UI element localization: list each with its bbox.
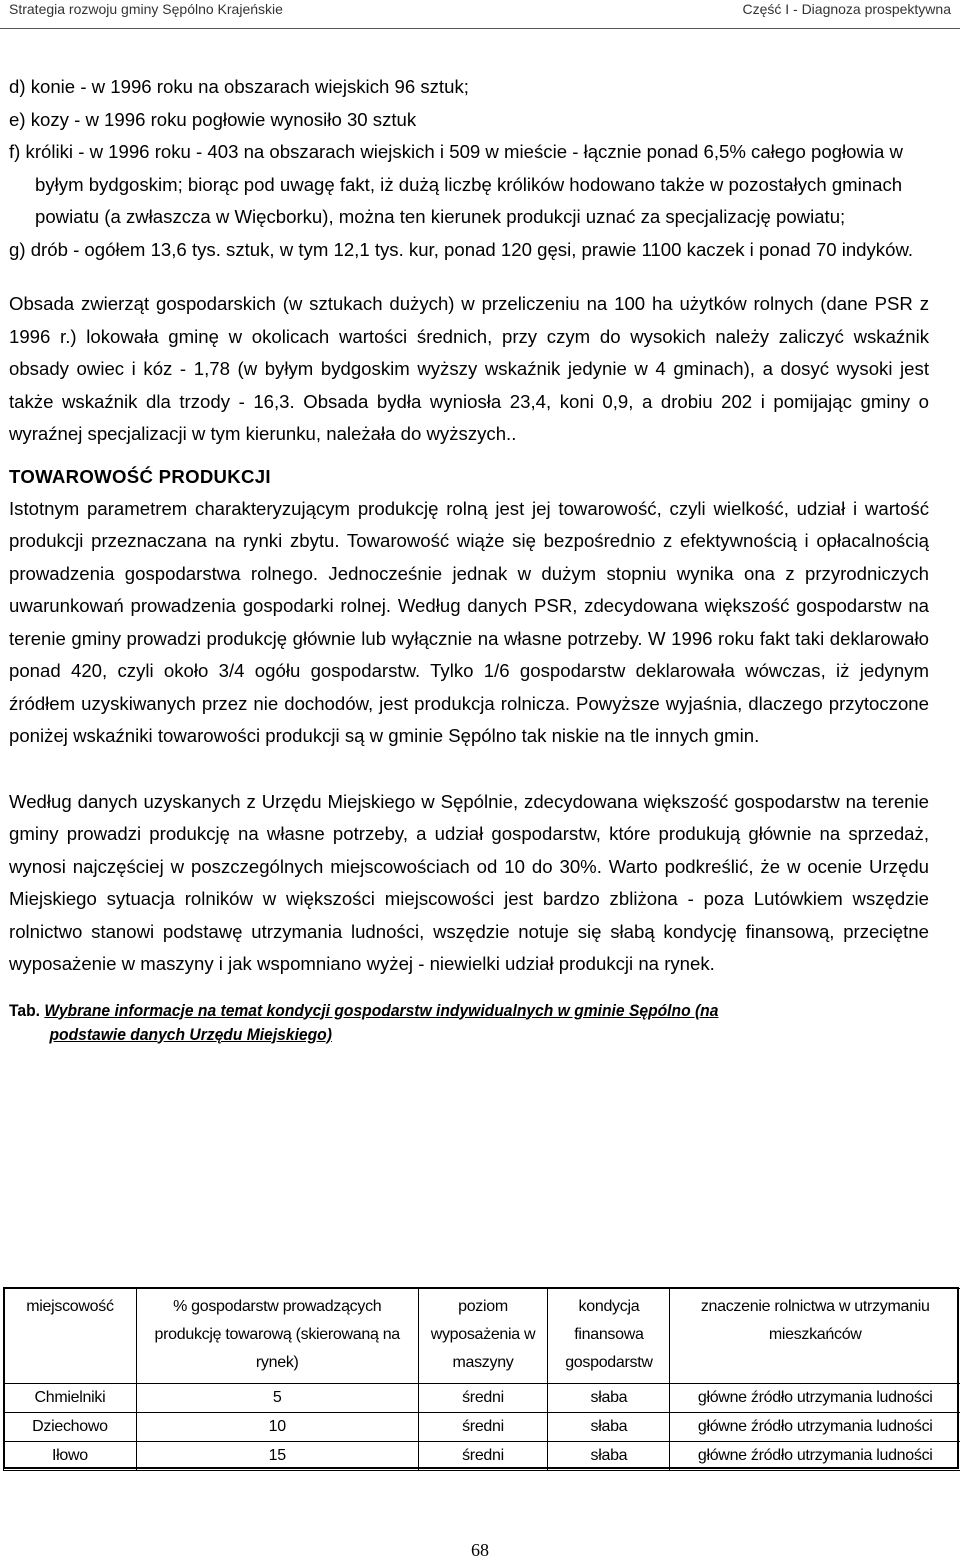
list-item-drob: g) drób - ogółem 13,6 tys. sztuk, w tym 12,1 tys. kur, ponad 120 gęsi, prawie 1100 kaczek i ponad 70 indyków. [9, 238, 914, 260]
list-item-kroliki: f) króliki - w 1996 roku - 403 na obszarach wiejskich i 509 w mieście - łącznie ponad 6,5% całego pogłowia w byłym bydgoskim; biorąc pod uwagę fakt, iż dużą liczbę królików hodowano także w pozostałych gminach powiatu (a zwłaszcza w Więcborku), można ten kierunek produkcji uznać za specjalizację powiatu; [9, 141, 903, 227]
header-right-title: Część I - Diagnoza prospektywna [742, 1, 951, 17]
table-cell: główne źródło utrzymania ludności [670, 1384, 960, 1413]
table-cell: średni [418, 1442, 548, 1471]
spacer [9, 753, 929, 786]
table-caption [9, 999, 929, 1047]
table-cell: słaba [548, 1442, 670, 1471]
list-item-kozy: e) kozy - w 1996 roku pogłowie wynosiło 30 sztuk [9, 108, 417, 130]
page-header [9, 1, 951, 27]
table-cell: główne źródło utrzymania ludności [670, 1413, 960, 1442]
table-cell: Chmielniki [4, 1384, 137, 1413]
list-item-konie: d) konie - w 1996 roku na obszarach wiejskich 96 sztuk; [9, 76, 469, 97]
header-divider [0, 28, 960, 29]
table-cell: 5 [136, 1384, 418, 1413]
column-header-procent: % gospodarstw prowadzących produkcję towarową (skierowaną na rynek) [136, 1289, 418, 1384]
column-header-miejscowosc: miejscowość [4, 1289, 137, 1384]
caption-line-1: Wybrane informacje na temat kondycji gospodarstw indywidualnych w gminie Sępólno (na [44, 1000, 719, 1020]
caption-line-2: podstawie danych Urzędu Miejskiego) [49, 1024, 332, 1044]
table-cell: słaba [548, 1413, 670, 1442]
caption-prefix: Tab. [9, 1000, 40, 1020]
paragraph-obsada: Obsada zwierząt gospodarskich (w sztukach dużych) w przeliczeniu na 100 ha użytków rolnych (dane PSR z 1996 r.) lokowała gminę w okolicach wartości średnich, przy czym do wysokich należy zaliczyć wskaźnik obsady owiec i kóz - 1,78 (w byłym bydgoskim wyższy wskaźnik jedynie w 4 gminach), a dosyć wysoki jest także wskaźnik dla trzody - 16,3. Obsada bydła wyniosła 23,4, koni 0,9, a drobiu 202 i pomijając gminy o wyraźnej specjalizacji w tym kierunku, należała do wyższych.. [9, 293, 929, 444]
table-cell: 15 [136, 1442, 418, 1471]
table-cell: słaba [548, 1384, 670, 1413]
spacer [9, 266, 929, 288]
column-header-wyposazenie: poziom wyposażenia w maszyny [418, 1289, 548, 1384]
table-row [4, 1442, 960, 1471]
table-header-row [4, 1289, 960, 1384]
table-row [4, 1384, 960, 1413]
column-header-kondycja: kondycja finansowa gospodarstw [548, 1289, 670, 1384]
farm-condition-table [3, 1288, 960, 1471]
table-cell: główne źródło utrzymania ludności [670, 1442, 960, 1471]
table-cell: średni [418, 1384, 548, 1413]
page-number: 68 [471, 1540, 489, 1560]
column-header-znaczenie: znaczenie rolnictwa w utrzymaniu mieszkańców [670, 1289, 960, 1384]
table-cell: 10 [136, 1413, 418, 1442]
table-cell: średni [418, 1413, 548, 1442]
table-cell: Dziechowo [4, 1413, 137, 1442]
table-row [4, 1413, 960, 1442]
table-cell: Iłowo [4, 1442, 137, 1471]
header-left-title: Strategia rozwoju gminy Sępólno Krajeńskie [9, 1, 283, 17]
paragraph-urzad: Według danych uzyskanych z Urzędu Miejskiego w Sępólnie, zdecydowana większość gospodarstw na terenie gminy prowadzi produkcję na własne potrzeby, a udział gospodarstw, które produkują głównie na sprzedaż, wynosi najczęściej w poszczególnych miejscowościach od 10 do 30%. Warto podkreślić, że w ocenie Urzędu Miejskiego sytuacja rolników w większości miejscowości jest bardzo zbliżona - poza Lutówkiem wszędzie rolnictwo stanowi podstawę utrzymania ludności, wszędzie notuje się słabą kondycję finansową, przeciętne wyposażenie w maszyny i jak wspomniano wyżej - niewielki udział produkcji na rynek. [9, 790, 929, 974]
paragraph-towarowosc: Istotnym parametrem charakteryzującym produkcję rolną jest jej towarowość, czyli wielkość, udział i wartość produkcji przeznaczana na rynki zbytu. Towarowość wiąże się bezpośrednio z efektywnością i opłacalnością prowadzenia gospodarstwa rolnego. Jednocześnie jednak w dużym stopniu wynika ona z przyrodniczych uwarunkowań prowadzenia gospodarki rolnej. Według danych PSR, zdecydowana większość gospodarstw na terenie gminy prowadzi produkcję głównie lub wyłącznie na własne potrzeby. W 1996 roku fakt taki deklarowało ponad 420, czyli około 3/4 ogółu gospodarstw. Tylko 1/6 gospodarstw deklarowała wówczas, iż jedynym źródłem uzyskiwanych przez nie dochodów, jest produkcja rolnicza. Powyższe wyjaśnia, dlaczego przytoczone poniżej wskaźniki towarowości produkcji są w gminie Sępólno tak niskie na tle innych gmin. [9, 497, 929, 746]
page-content [9, 71, 929, 1047]
section-heading: TOWAROWOŚĆ PRODUKCJI [9, 465, 271, 487]
